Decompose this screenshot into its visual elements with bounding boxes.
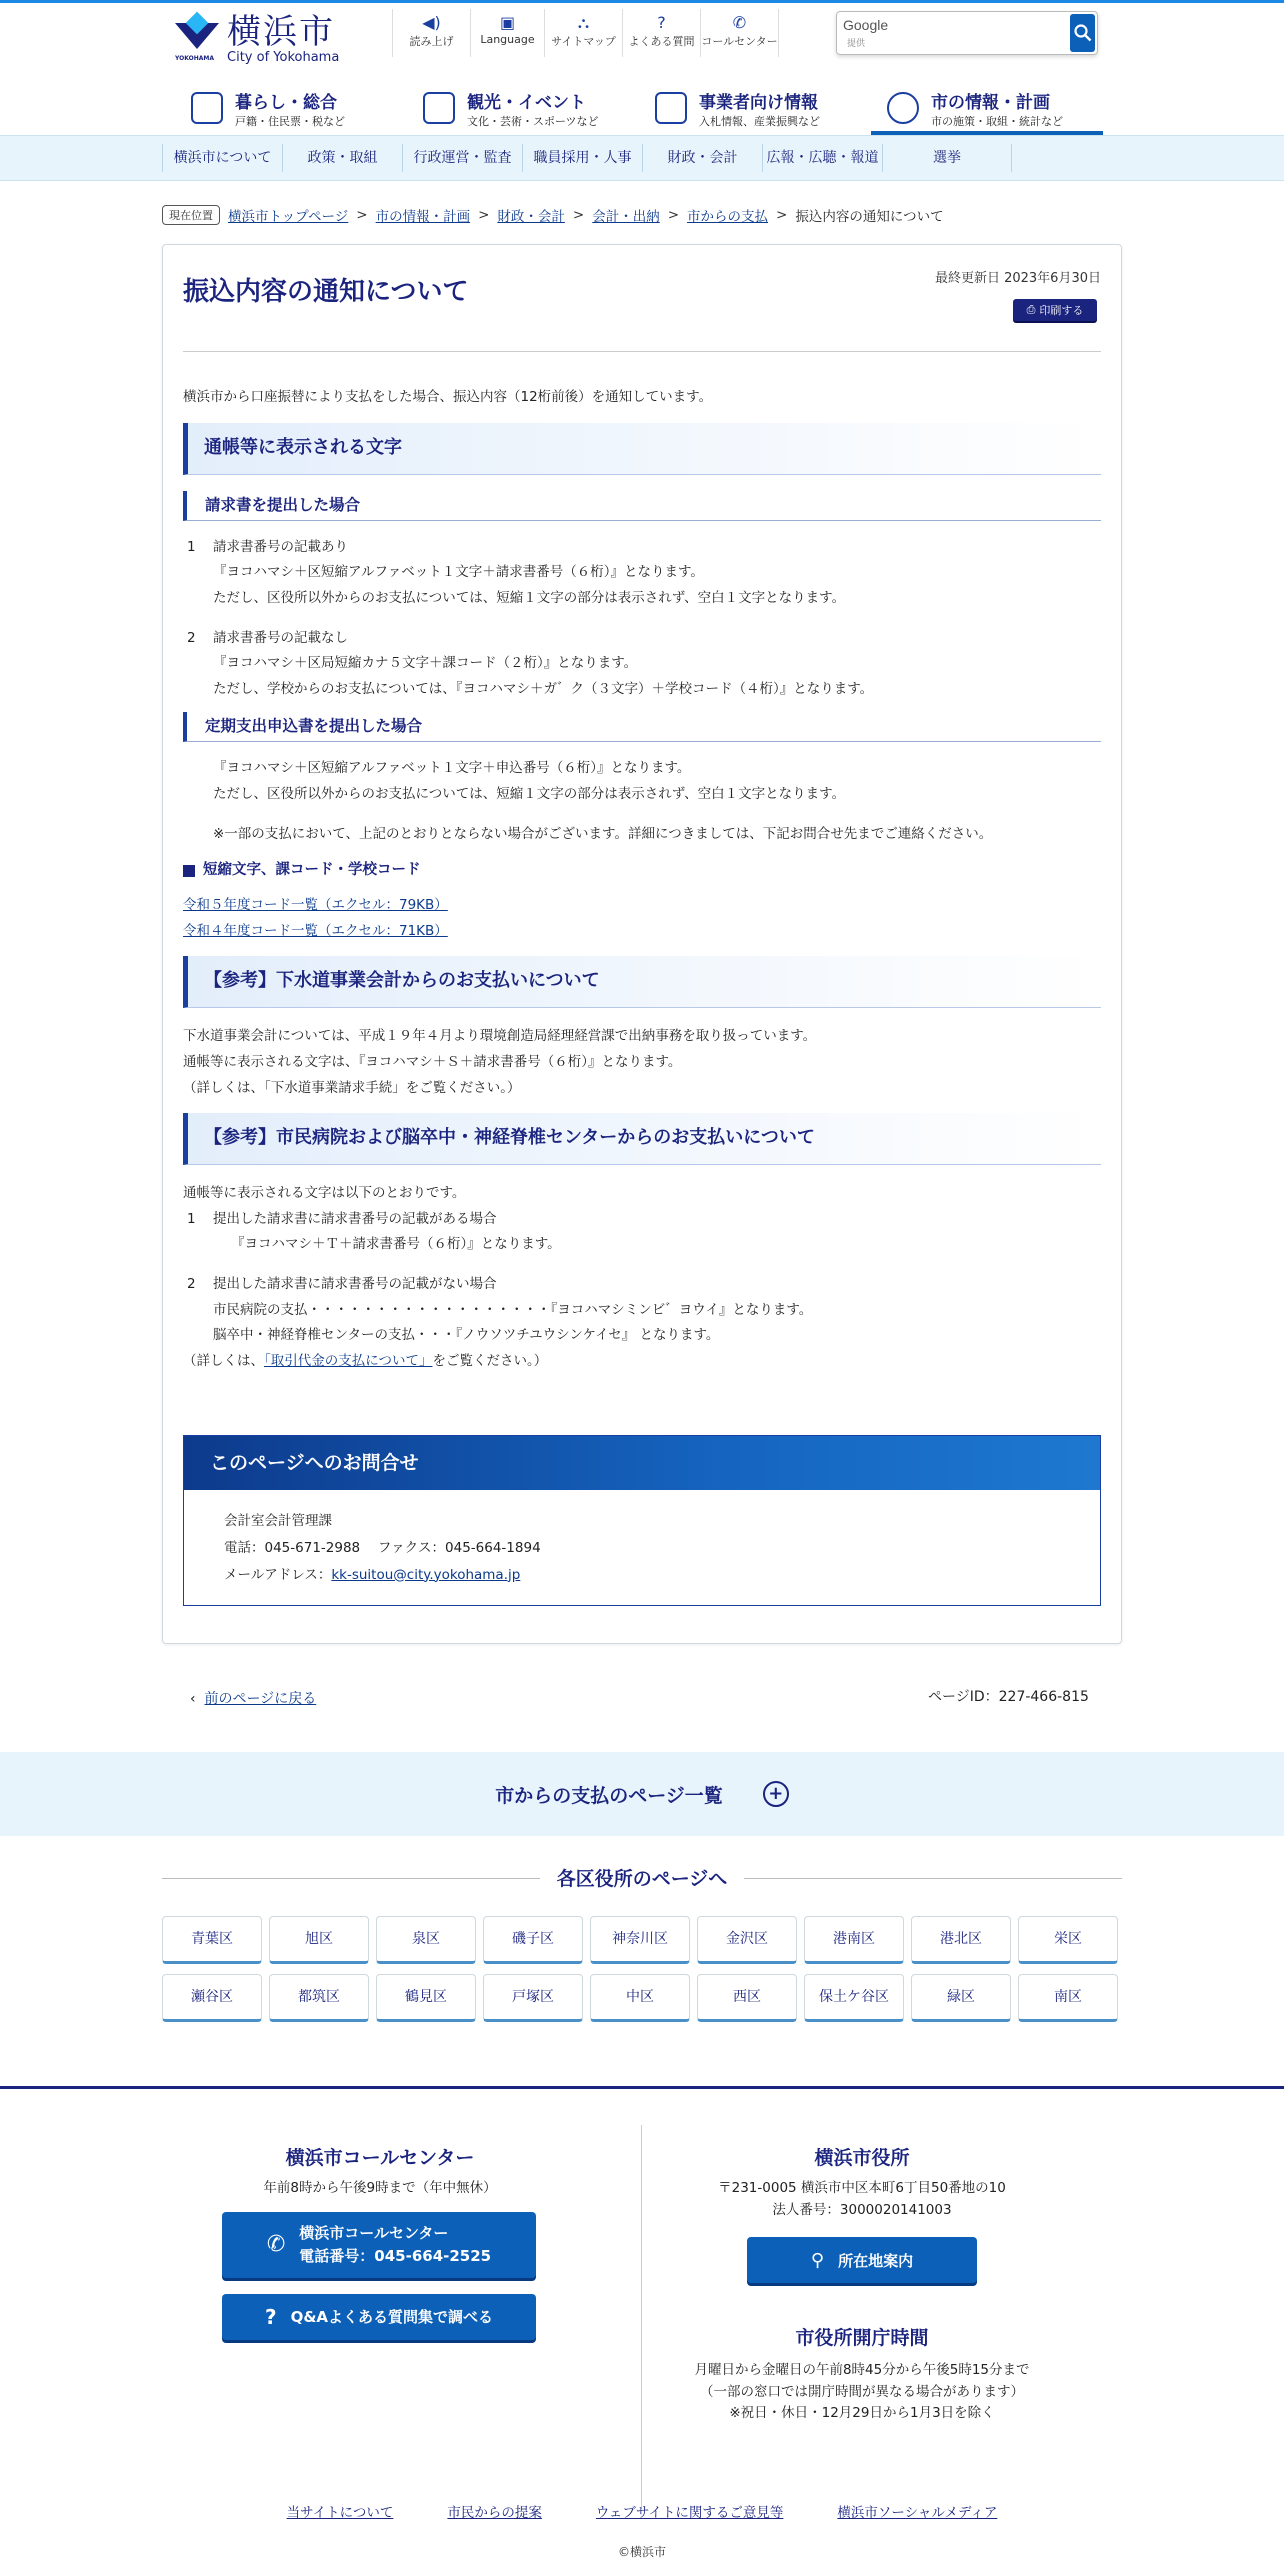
subsection-heading: 定期支出申込書を提出した場合 [183,712,1101,742]
note-text: ※一部の支払において、上記のとおりとならない場合がございます。詳細につきましては、下記お問合せ先までご連絡ください。 [213,825,993,842]
printer-icon: ⎙ [1026,303,1036,316]
site-logo[interactable] [175,13,339,65]
subnav-recruit[interactable]: 職員採用・人事 [522,144,642,172]
ward-button[interactable]: 磯子区 [483,1916,583,1964]
page-id: ページID：227-466-815 [928,1689,1089,1705]
ward-button[interactable]: 金沢区 [697,1916,797,1964]
site-search [836,11,1098,55]
breadcrumb-link[interactable]: 市の情報・計画 [375,209,471,225]
footer-link-social[interactable]: 横浜市ソーシャルメディア [837,2505,998,2521]
opening-hours-title: 市役所開庁時間 [795,2327,929,2350]
subsection-heading: 請求書を提出した場合 [183,491,1101,521]
section-heading: 【参考】下水道事業会計からのお支払いについて [183,956,1101,1008]
inquiry-mail: メールアドレス：kk-suitou@city.yokohama.jp [224,1566,521,1583]
briefcase-icon [655,92,687,124]
footer-link-about[interactable]: 当サイトについて [286,2505,394,2521]
chevron-left-icon: ‹ [190,1691,196,1707]
sitemap-link[interactable]: ⛬ サイトマップ [545,9,623,57]
ward-button[interactable]: 瀬谷区 [162,1974,262,2022]
body-text: ただし、区役所以外からのお支払については、短縮１文字の部分は表示されず、空白１文字となります。 [213,786,846,803]
call-center-block [222,2143,538,2340]
speaker-icon: ◀) [422,13,441,32]
subnav-pr[interactable]: 広報・広聴・報道 [762,144,882,172]
breadcrumb-link[interactable]: 横浜市トップページ [228,209,349,225]
list-item: 1 請求書番号の記載あり [187,538,348,555]
plus-icon: + [763,1781,789,1807]
list-text: 脳卒中・神経脊椎センターの支払・・・『ノウソツチユウシンケイセ』 となります。 [213,1327,720,1344]
list-text: 『ヨコハマシ＋区局短縮カナ５文字＋課コード（２桁）』となります。 [213,655,638,672]
page-list-toggle[interactable]: 市からの支払のページ一覧 + [0,1752,1284,1836]
codes-heading: 短縮文字、課コード・学校コード [183,857,1101,885]
question-icon: ? [264,2304,277,2329]
note-text: （詳しくは、「取引代金の支払について」をご覧ください。） [183,1353,548,1369]
logo-en: City of Yokohama [227,49,340,65]
question-icon: ? [657,13,666,32]
footer-divider [641,2125,642,2509]
breadcrumb-link[interactable]: 財政・会計 [497,209,565,225]
main-content [162,244,1122,1644]
print-button[interactable]: ⎙ 印刷する [1013,299,1097,321]
intro-text: 横浜市から口座振替により支払をした場合、振込内容（12桁前後）を通知しています。 [183,389,713,405]
read-aloud-link[interactable]: ◀) 読み上げ [393,9,471,57]
ward-button[interactable]: 戸塚区 [483,1974,583,2022]
city-hall-title: 横浜市役所 [814,2147,910,2169]
list-item: 2 提出した請求書に請求書番号の記載がない場合 [187,1276,497,1293]
breadcrumb-link[interactable]: 市からの支払 [687,209,769,225]
search-input[interactable] [888,14,1070,52]
list-text: 『ヨコハマシ＋Ｔ＋請求書番号（６桁）』となります。 [231,1236,561,1253]
breadcrumb-current: 振込内容の通知について [795,209,944,225]
ward-button[interactable]: 旭区 [269,1916,369,1964]
opening-hours-text: ※祝日・休日・12月29日から1月3日を除く [729,2405,995,2422]
section-heading: 【参考】市民病院および脳卒中・神経脊椎センターからのお支払いについて [183,1113,1101,1165]
payment-link[interactable]: 「取引代金の支払について」 [264,1353,433,1369]
yokohama-mark-icon: YOKOHAMA [175,13,219,65]
last-updated: 最終更新日 2023年6月30日 [934,271,1101,286]
gnav-tourism[interactable]: 観光・イベント 文化・芸術・スポーツなど [407,83,639,133]
opening-hours-text: （一部の窓口では開庁時間が異なる場合があります） [700,2383,1024,2400]
search-button[interactable] [1070,14,1095,52]
subnav-about[interactable]: 横浜市について [162,144,282,172]
city-info-icon [887,92,919,124]
faq-link[interactable]: ? よくある質問 [623,9,701,57]
code-list-link-r4[interactable]: 令和４年度コード一覧（エクセル：71KB） [183,922,448,939]
ward-button[interactable]: 中区 [590,1974,690,2022]
ward-button[interactable]: 港北区 [911,1916,1011,1964]
phone-icon: ✆ [732,13,747,32]
phone-icon: ✆ [266,2232,286,2258]
subnav-finance[interactable]: 財政・会計 [642,144,762,172]
list-item: 1 提出した請求書に請求書番号の記載がある場合 [187,1210,497,1227]
map-pin-icon: ⚲ [810,2249,825,2271]
list-text: 『ヨコハマシ＋区短縮アルファベット１文字＋請求書番号（６桁）』となります。 [213,564,704,581]
location-button[interactable]: ⚲ 所在地案内 [747,2237,977,2283]
breadcrumb: 現在位置 横浜市トップページ > 市の情報・計画 > 財政・会計 > 会計・出納 > 市からの支払 > 振込内容の通知について [162,205,944,225]
language-link[interactable]: ▣ Language [471,9,545,57]
breadcrumb-link[interactable]: 会計・出納 [592,209,660,225]
gnav-city-info[interactable]: 市の情報・計画 市の施策・取組・統計など [871,83,1103,133]
search-icon [1073,23,1093,43]
body-text: （詳しくは、「下水道事業請求手続」をご覧ください。） [183,1079,521,1096]
body-text: 通帳等に表示される文字は、『ヨコハマシ＋Ｓ＋請求書番号（６桁）』となります。 [183,1053,682,1070]
language-icon: ▣ [499,13,516,32]
camera-icon [423,92,455,124]
ward-button[interactable]: 鶴見区 [376,1974,476,2022]
city-hall-block [682,2143,1042,2425]
breadcrumb-label: 現在位置 [162,205,220,225]
call-center-hours: 年前8時から午後9時まで（年中無休） [263,2180,497,2196]
inquiry-box [183,1435,1101,1606]
sub-nav [0,135,1284,181]
copyright: ©横浜市 [617,2545,666,2559]
body-text: 通帳等に表示される文字は以下のとおりです。 [183,1185,466,1202]
house-icon [191,92,223,124]
code-list-link-r5[interactable]: 令和５年度コード一覧（エクセル：79KB） [183,896,448,913]
back-link[interactable]: ‹ 前のページに戻る [190,1691,317,1707]
subnav-policy[interactable]: 政策・取組 [282,144,402,172]
call-center-title: 横浜市コールセンター [285,2147,475,2169]
wards-heading: 各区役所のページへ [162,1864,1122,1891]
body-text: 『ヨコハマシ＋区短縮アルファベット１文字＋申込番号（６桁）』となります。 [213,760,691,777]
ward-button[interactable]: 緑区 [911,1974,1011,2022]
list-item: 2 請求書番号の記載なし [187,629,348,646]
sitemap-icon: ⛬ [577,13,590,32]
site-footer [0,2086,1284,2569]
logo-jp: 横浜市 [227,11,335,52]
inquiry-tel: 電話：045-671-2988 ファクス：045-664-1894 [224,1539,541,1556]
opening-hours-text: 月曜日から金曜日の午前8時45分から午後5時15分まで [694,2362,1030,2379]
global-nav [175,83,1105,133]
page-title: 振込内容の通知について [183,277,469,307]
footer-link-feedback[interactable]: ウェブサイトに関するご意見等 [595,2505,784,2521]
call-center-button[interactable]: ✆ 横浜市コールセンター 電話番号：045-664-2525 [222,2212,536,2278]
footer-links [0,2501,1284,2521]
footer-link-proposal[interactable]: 市民からの提案 [447,2505,542,2521]
utility-menu [392,9,779,57]
divider [183,351,1101,352]
city-hall-address: 〒231-0005 横浜市中区本町6丁目50番地の10 [718,2180,1006,2196]
ward-button[interactable]: 南区 [1018,1974,1118,2022]
gnav-living[interactable]: 暮らし・総合 戸籍・住民票・税など [175,83,407,133]
ward-button[interactable]: 保土ケ谷区 [804,1974,904,2022]
ward-grid [162,1916,1124,2022]
inquiry-heading: このページへのお問合せ [184,1436,1100,1490]
list-text: 市民病院の支払・・・・・・・・・・・・・・・・・・『ヨコハマシミンビ゛ヨウイ』となります。 [213,1301,813,1318]
site-header [0,3,1284,128]
ward-button[interactable]: 都筑区 [269,1974,369,2022]
ward-button[interactable]: 港南区 [804,1916,904,1964]
list-text: ただし、区役所以外からのお支払については、短縮１文字の部分は表示されず、空白１文字となります。 [213,589,846,606]
section-heading: 通帳等に表示される文字 [183,423,1101,475]
ward-button[interactable]: 神奈川区 [590,1916,690,1964]
body-text: 下水道事業会計については、平成１９年４月より環境創造局経理経営課で出納事務を取り扱っています。 [183,1028,817,1045]
ward-button[interactable]: 栄区 [1018,1916,1118,1964]
list-text: ただし、学校からのお支払については、『ヨコハマシ＋ガ゛ク（３文字）＋学校コード（４桁）』となります。 [213,680,874,697]
email-link[interactable]: kk-suitou@city.yokohama.jp [331,1566,521,1583]
subnav-election[interactable]: 選挙 [882,144,1012,172]
subnav-admin[interactable]: 行政運営・監査 [402,144,522,172]
gnav-business[interactable]: 事業者向け情報 入札情報、産業振興など [639,83,871,133]
corporate-number: 法人番号：3000020141003 [772,2201,952,2218]
inquiry-dept: 会計室会計管理課 [224,1512,332,1529]
ward-button[interactable]: 泉区 [376,1916,476,1964]
google-brand: Google提供 [843,17,889,48]
ward-button[interactable]: 西区 [697,1974,797,2022]
call-center-link[interactable]: ✆ コールセンター [701,9,779,57]
ward-button[interactable]: 青葉区 [162,1916,262,1964]
faq-button[interactable]: ? Q&Aよくある質問集で調べる [222,2294,536,2340]
